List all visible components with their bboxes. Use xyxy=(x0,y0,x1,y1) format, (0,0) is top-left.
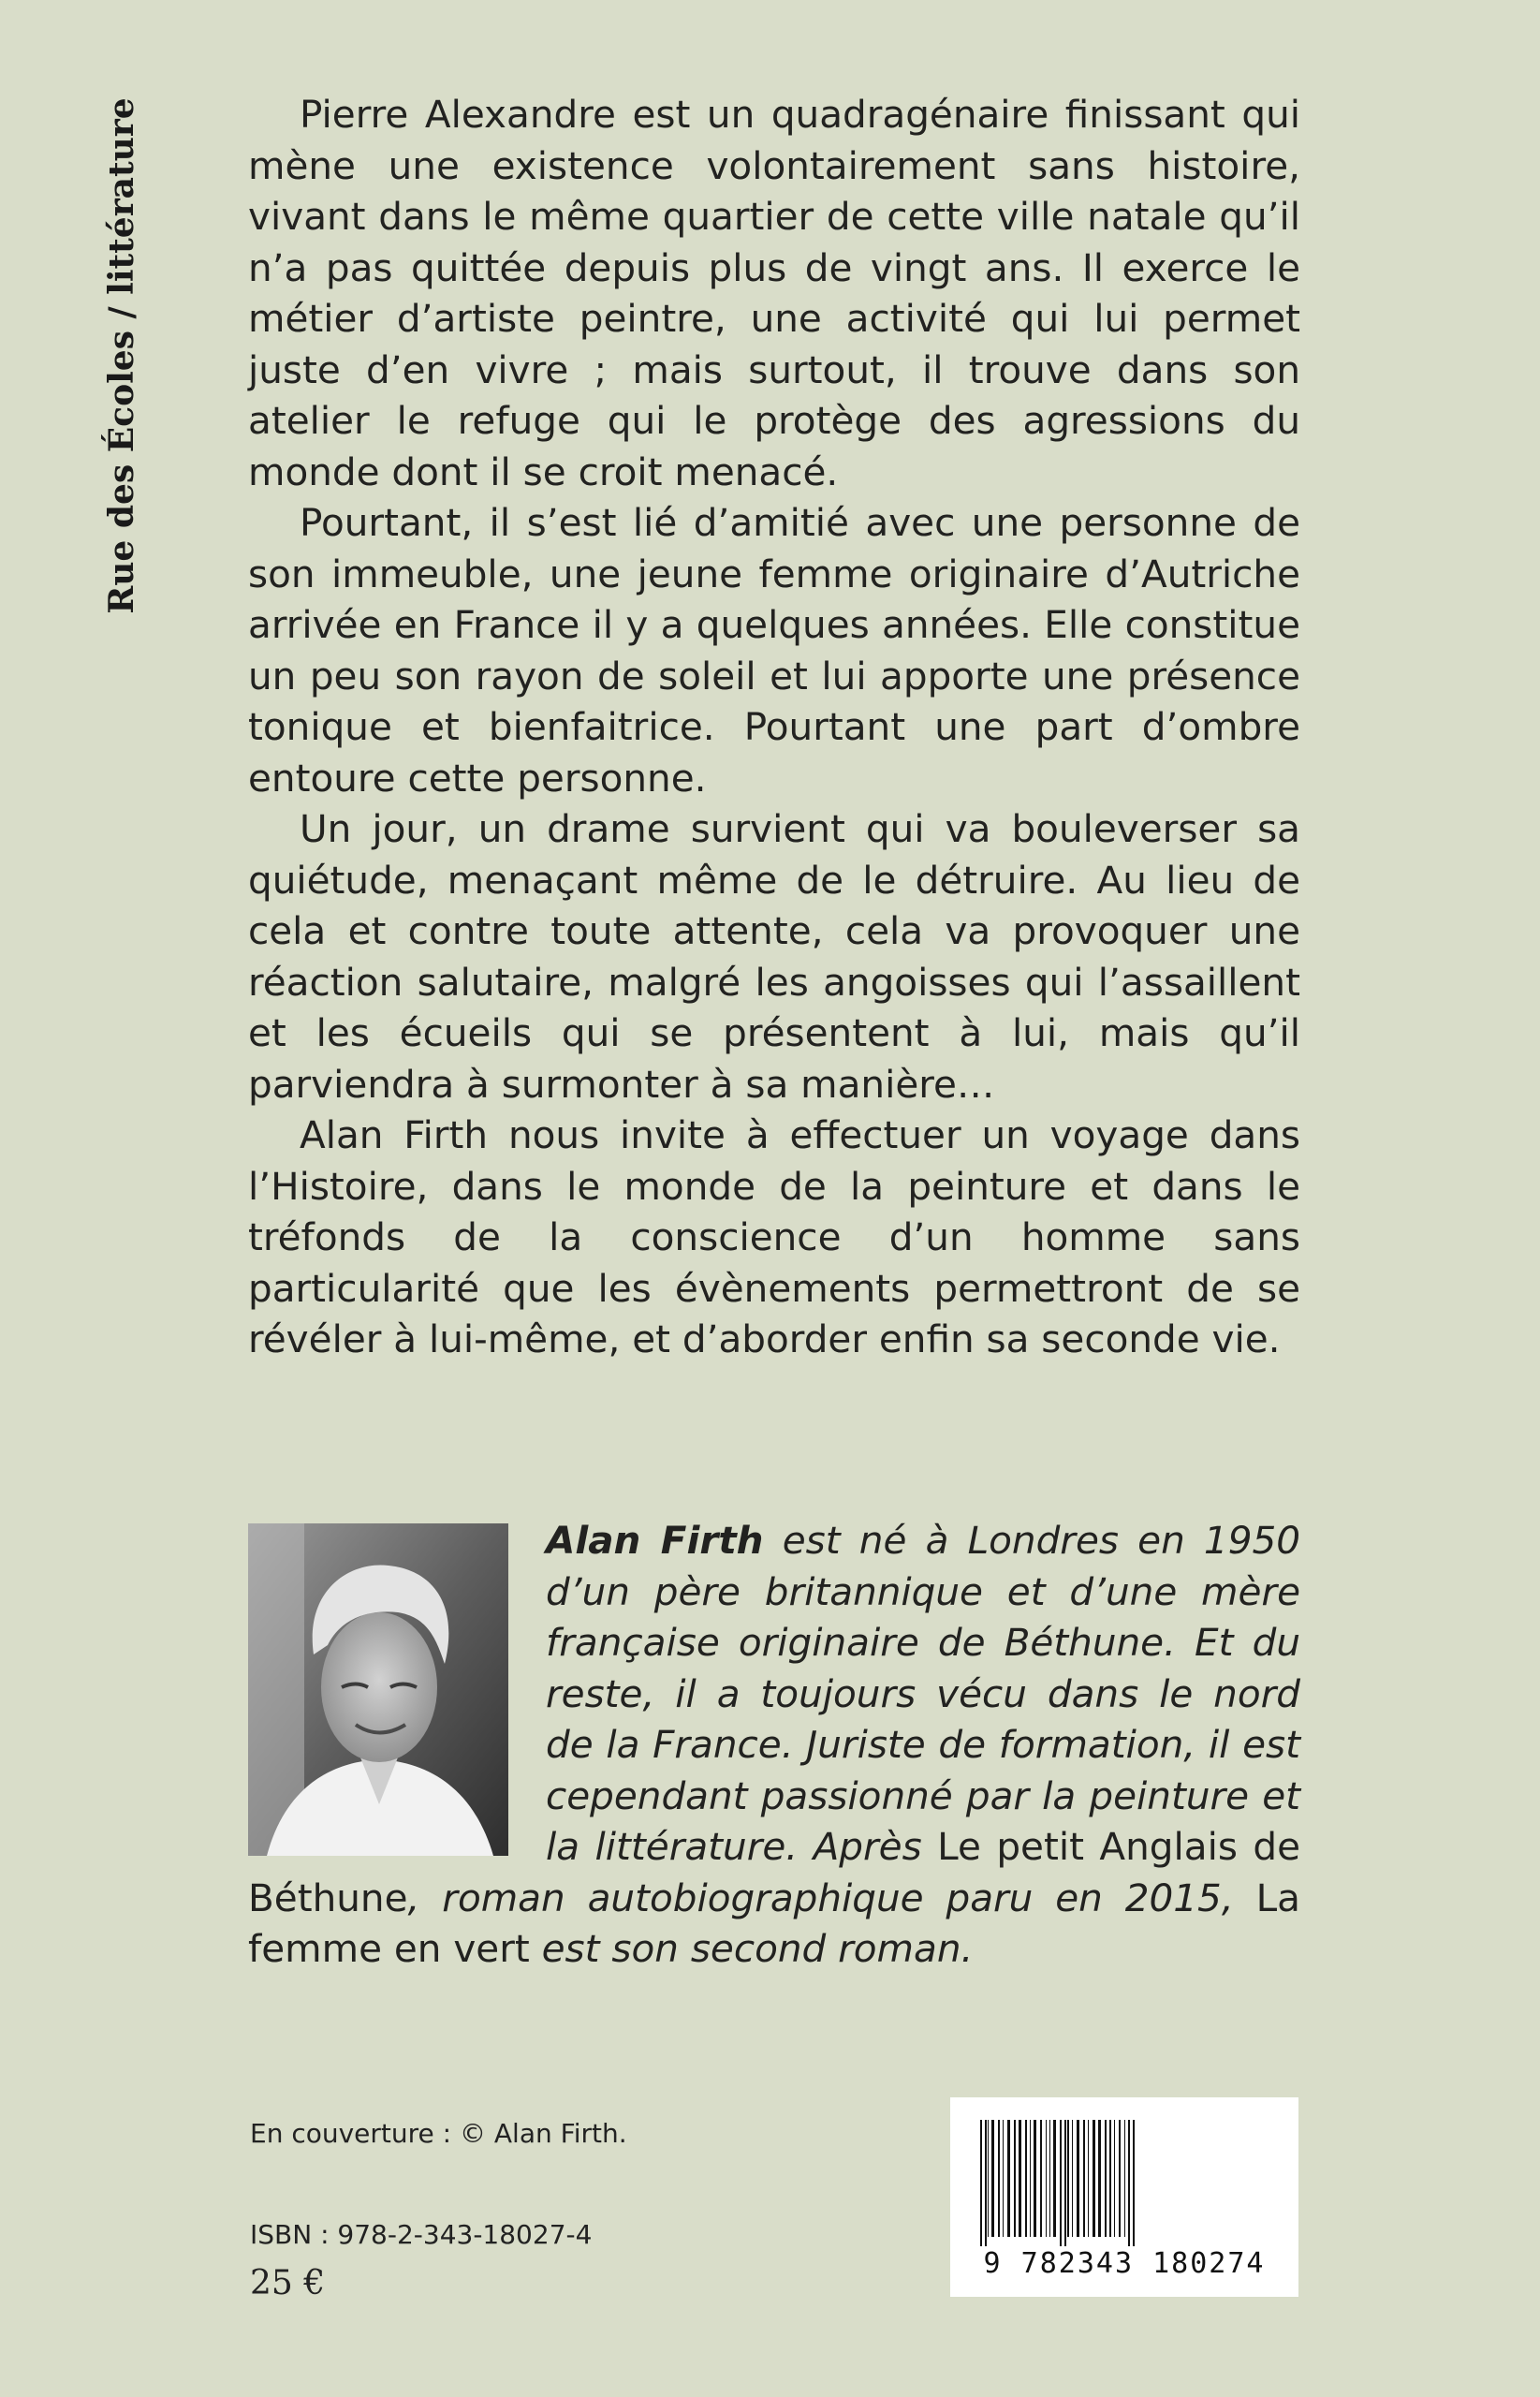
barcode-bar xyxy=(1114,2120,1115,2237)
barcode-bar xyxy=(1007,2120,1010,2237)
barcode-bar xyxy=(1098,2120,1101,2237)
barcode-bar xyxy=(1124,2120,1125,2237)
barcode-bars xyxy=(976,2120,1272,2246)
barcode-bar xyxy=(1025,2120,1027,2237)
book-blurb xyxy=(248,89,1300,1365)
barcode-bar xyxy=(998,2120,1000,2237)
barcode-bar xyxy=(1053,2120,1056,2237)
author-photo xyxy=(248,1523,508,1856)
barcode-digits: 9 782343 180274 xyxy=(983,2247,1266,2280)
collection-title: Rue des Écoles / littérature xyxy=(102,97,141,614)
barcode-bar xyxy=(1064,2120,1066,2246)
book-title: Le petit Anglais de Béthune xyxy=(248,1824,1300,1920)
bio-text: est né à Londres en 1950 d’un père britannique et d’une mère française originaire de Béthune. Et du reste, il a toujours vécu dans le nord de la France. Juriste de formation, il est cependant passionné par la peinture et la littérature. Après xyxy=(546,1518,1301,1869)
barcode-bar xyxy=(985,2120,987,2246)
barcode-bar xyxy=(1119,2120,1121,2237)
barcode-bar xyxy=(1128,2120,1130,2246)
barcode-bar xyxy=(1083,2120,1085,2237)
barcode xyxy=(950,2097,1298,2297)
spine-label xyxy=(94,94,150,618)
barcode-bar xyxy=(1019,2120,1021,2237)
barcode-bar xyxy=(991,2120,994,2237)
author-name: Alan Firth xyxy=(546,1518,764,1563)
barcode-bar xyxy=(1067,2120,1069,2237)
barcode-bar xyxy=(1049,2120,1050,2237)
barcode-bar xyxy=(1034,2120,1036,2237)
blurb-paragraph: Pourtant, il s’est lié d’amitié avec une personne de son immeuble, une jeune femme originaire d’Autriche arrivée en France il y a quelques années. Elle constitue un peu son rayon de soleil et lui apporte une présence tonique et bienfaitrice. Pourtant une part d’ombre entoure cette personne. xyxy=(248,500,1300,801)
barcode-bar xyxy=(1046,2120,1047,2237)
blurb-paragraph: Pierre Alexandre est un quadragénaire finissant qui mène une existence volontairement sans histoire, vivant dans le même quartier de cette ville natale qu’il n’a pas quittée depuis plus de vingt ans. Il exerce le métier d’artiste peintre, une activité qui lui permet juste d’en vivre ; mais surtout, il trouve dans son atelier le refuge qui le protège des agressions du monde dont il se croit menacé. xyxy=(248,92,1300,494)
author-bio xyxy=(248,1515,1300,1975)
barcode-bar xyxy=(1093,2120,1095,2237)
book-title: La femme en vert xyxy=(248,1875,1300,1971)
barcode-bar xyxy=(1133,2120,1135,2246)
author-portrait-image xyxy=(248,1523,508,1856)
barcode-bar xyxy=(1105,2120,1107,2237)
barcode-bar xyxy=(1030,2120,1031,2237)
blurb-paragraph: Un jour, un drame survient qui va bouleverser sa quiétude, menaçant même de le détruire. Au lieu de cela et contre toute attente, cela va provoquer une réaction salutaire, malgré les angoisses qui l’assaillent et les écueils qui se présentent à lui, mais qu’il parviendra à surmonter à sa manière… xyxy=(248,806,1300,1107)
barcode-bar xyxy=(1040,2120,1042,2237)
barcode-bar xyxy=(980,2120,982,2246)
bio-text: , roman autobiographique paru en 2015, xyxy=(407,1875,1256,1920)
barcode-bar xyxy=(1060,2120,1062,2246)
barcode-bar xyxy=(1003,2120,1004,2237)
barcode-bar xyxy=(1088,2120,1089,2237)
price: 25 € xyxy=(250,2264,326,2302)
barcode-bar xyxy=(1014,2120,1016,2237)
bio-text: est son second roman. xyxy=(529,1926,974,1971)
isbn: ISBN : 978-2-343-18027-4 xyxy=(250,2219,593,2250)
barcode-bar xyxy=(1072,2120,1073,2237)
blurb-paragraph: Alan Firth nous invite à effectuer un voyage dans l’Histoire, dans le monde de la peinture et dans le tréfonds de la conscience d’un homme sans particularité que les évènements permettront de se révéler à lui-même, et d’aborder enfin sa seconde vie. xyxy=(248,1112,1300,1361)
cover-credit: En couverture : © Alan Firth. xyxy=(250,2118,627,2149)
barcode-bar xyxy=(988,2120,989,2237)
barcode-bar xyxy=(1109,2120,1111,2237)
barcode-bar xyxy=(1077,2120,1079,2237)
